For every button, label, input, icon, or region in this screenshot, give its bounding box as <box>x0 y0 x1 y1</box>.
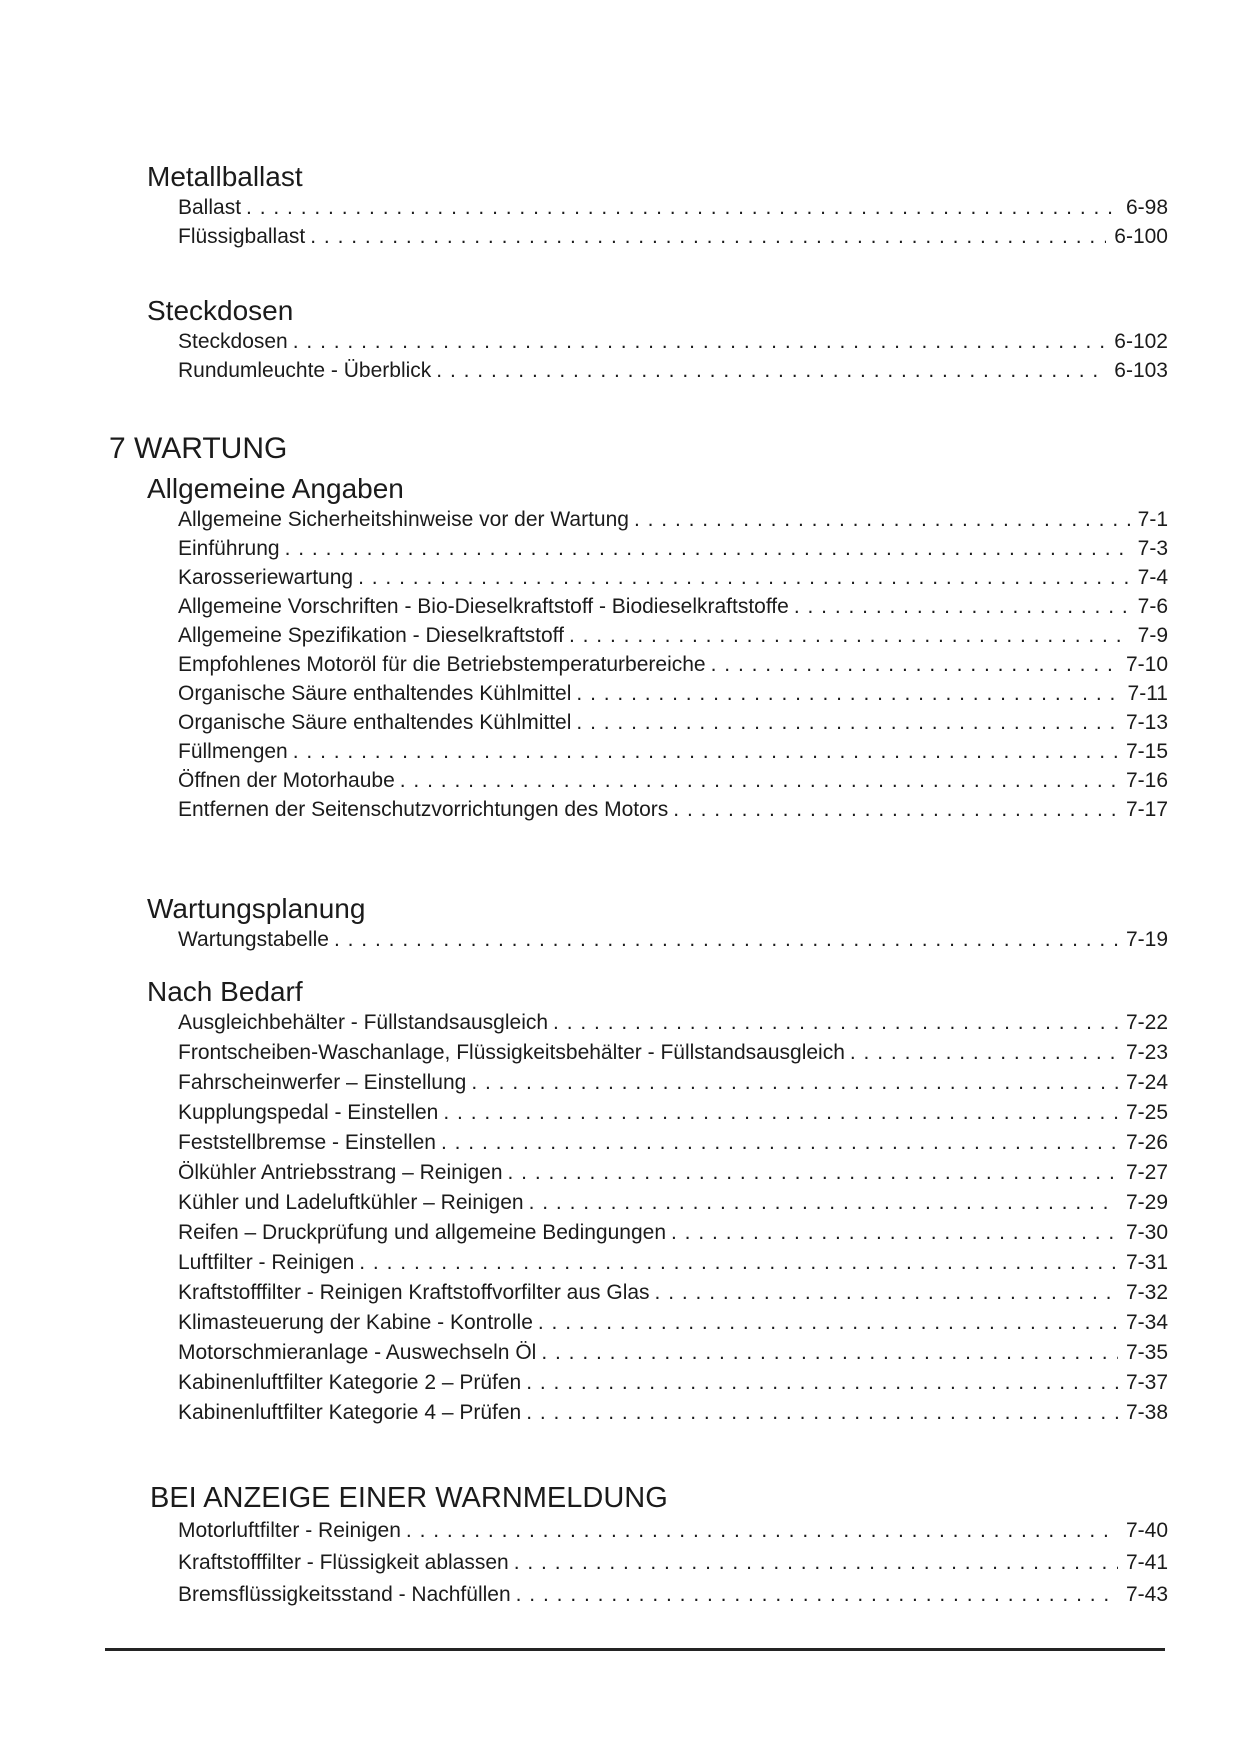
toc-section-allgemeine-angaben <box>0 472 1241 824</box>
toc-entry-page: 7-16 <box>1125 769 1168 792</box>
dot-leader <box>438 1098 1118 1128</box>
dot-leader <box>706 650 1118 679</box>
toc-entry-page: 7-17 <box>1125 798 1168 821</box>
toc-entry-page: 7-37 <box>1125 1371 1168 1394</box>
toc-entry-label: Bremsflüssigkeitsstand - Nachfüllen <box>178 1583 511 1606</box>
toc-entry-list <box>178 327 1168 385</box>
dot-leader <box>395 766 1118 795</box>
dot-leader <box>401 1515 1118 1547</box>
dot-leader <box>533 1308 1118 1338</box>
toc-entry-label: Motorschmieranlage - Auswechseln Öl <box>178 1341 537 1364</box>
toc-entry-page: 7-30 <box>1125 1221 1168 1244</box>
toc-entry-page: 7-26 <box>1125 1131 1168 1154</box>
section-title: Wartungsplanung <box>147 893 366 924</box>
toc-entry-page: 7-31 <box>1125 1251 1168 1274</box>
dot-leader <box>353 563 1130 592</box>
toc-entry <box>178 1579 1168 1611</box>
toc-entry-label: Reifen – Druckprüfung und allgemeine Bedingungen <box>178 1221 667 1244</box>
dot-leader <box>466 1068 1118 1098</box>
dot-leader <box>511 1579 1118 1611</box>
toc-entry-list <box>178 505 1168 824</box>
toc-entry-label: Organische Säure enthaltendes Kühlmittel <box>178 711 572 734</box>
toc-entry-label: Entfernen der Seitenschutzvorrichtungen des Motors <box>178 798 669 821</box>
dot-leader <box>629 505 1130 534</box>
toc-entry <box>178 592 1168 621</box>
toc-section-bei-anzeige-einer-warnmeldung <box>0 1481 1241 1611</box>
toc-entry-page: 7-40 <box>1125 1519 1168 1542</box>
toc-entry-page: 7-15 <box>1125 740 1168 763</box>
toc-entry-page: 7-27 <box>1125 1161 1168 1184</box>
toc-entry-page: 6-102 <box>1114 330 1168 353</box>
toc-entry-label: Kraftstofffilter - Flüssigkeit ablassen <box>178 1551 509 1574</box>
toc-entry-page: 7-41 <box>1125 1551 1168 1574</box>
toc-entry-page: 7-10 <box>1125 653 1168 676</box>
dot-leader <box>521 1368 1118 1398</box>
toc-entry-page: 6-103 <box>1114 359 1168 382</box>
toc-entry-label: Allgemeine Vorschriften - Bio-Dieselkraftstoff - Biodieselkraftstoffe <box>178 595 789 618</box>
toc-entry <box>178 795 1168 824</box>
toc-entry-page: 7-29 <box>1125 1191 1168 1214</box>
toc-entry-label: Feststellbremse - Einstellen <box>178 1131 436 1154</box>
toc-entry <box>178 708 1168 737</box>
toc-section-wartungsplanung <box>0 892 1241 954</box>
toc-entry-page: 7-35 <box>1125 1341 1168 1364</box>
toc-entry-page: 7-1 <box>1137 508 1168 531</box>
toc-entry-label: Öffnen der Motorhaube <box>178 769 395 792</box>
toc-entry-page: 7-32 <box>1125 1281 1168 1304</box>
section-title: Metallballast <box>147 161 303 192</box>
toc-entry <box>178 1098 1168 1128</box>
dot-leader <box>329 925 1118 954</box>
toc-entry <box>178 563 1168 592</box>
toc-entry <box>178 1188 1168 1218</box>
toc-entry-page: 7-24 <box>1125 1071 1168 1094</box>
toc-entry-label: Allgemeine Spezifikation - Dieselkraftstoff <box>178 624 564 647</box>
toc-entry <box>178 766 1168 795</box>
toc-entry-label: Ballast <box>178 196 242 219</box>
toc-entry <box>178 679 1168 708</box>
toc-entry <box>178 1008 1168 1038</box>
dot-leader <box>431 356 1106 385</box>
toc-entry-list <box>178 925 1168 954</box>
toc-entry <box>178 1128 1168 1158</box>
toc-entry-label: Kühler und Ladeluftkühler – Reinigen <box>178 1191 524 1214</box>
section-title: Allgemeine Angaben <box>147 473 404 504</box>
toc-entry-label: Frontscheiben-Waschanlage, Flüssigkeitsbehälter - Füllstandsausgleich <box>178 1041 845 1064</box>
toc-entry <box>178 1368 1168 1398</box>
section-title: Nach Bedarf <box>147 976 303 1007</box>
dot-leader <box>571 708 1118 737</box>
dot-leader <box>305 222 1106 251</box>
toc-entry-label: Klimasteuerung der Kabine - Kontrolle <box>178 1311 533 1334</box>
toc-entry-label: Ölkühler Antriebsstrang – Reinigen <box>178 1161 503 1184</box>
dot-leader <box>650 1278 1118 1308</box>
toc-entry-label: Empfohlenes Motoröl für die Betriebstemperaturbereiche <box>178 653 706 676</box>
dot-leader <box>509 1547 1118 1579</box>
toc-entry-label: Kraftstofffilter - Reinigen Kraftstoffvorfilter aus Glas <box>178 1281 650 1304</box>
toc-entry <box>178 1158 1168 1188</box>
toc-entry-label: Fahrscheinwerfer – Einstellung <box>178 1071 467 1094</box>
toc-entry-page: 7-43 <box>1125 1583 1168 1606</box>
section-title: 7 WARTUNG <box>109 432 288 465</box>
dot-leader <box>845 1038 1118 1068</box>
toc-section-steckdosen <box>0 294 1241 385</box>
dot-leader <box>536 1338 1118 1368</box>
toc-entry-label: Motorluftfilter - Reinigen <box>178 1519 401 1542</box>
toc-entry <box>178 1218 1168 1248</box>
toc-entry-page: 7-13 <box>1125 711 1168 734</box>
dot-leader <box>521 1398 1118 1428</box>
dot-leader <box>280 534 1130 563</box>
toc-entry <box>178 534 1168 563</box>
toc-entry-page: 6-100 <box>1114 225 1168 248</box>
toc-entry-label: Einführung <box>178 537 280 560</box>
toc-entry <box>178 193 1168 222</box>
toc-entry-label: Luftfilter - Reinigen <box>178 1251 355 1274</box>
toc-entry-page: 7-25 <box>1125 1101 1168 1124</box>
toc-entry-label: Organische Säure enthaltendes Kühlmittel <box>178 682 572 705</box>
dot-leader <box>524 1188 1118 1218</box>
toc-entry <box>178 1278 1168 1308</box>
toc-entry <box>178 925 1168 954</box>
dot-leader <box>571 679 1119 708</box>
toc-entry <box>178 1338 1168 1368</box>
toc-entry <box>178 650 1168 679</box>
toc-entry-label: Flüssigballast <box>178 225 306 248</box>
toc-section-7-wartung <box>0 431 1241 467</box>
toc-entry-label: Kabinenluftfilter Kategorie 4 – Prüfen <box>178 1401 522 1424</box>
toc-entry <box>178 1515 1168 1547</box>
toc-entry-list <box>178 193 1168 251</box>
toc-entry-page: 7-4 <box>1137 566 1168 589</box>
toc-entry <box>178 1068 1168 1098</box>
toc-entry-label: Rundumleuchte - Überblick <box>178 359 432 382</box>
dot-leader <box>241 193 1118 222</box>
toc-section-nach-bedarf <box>0 975 1241 1428</box>
toc-entry-list <box>178 1515 1168 1611</box>
toc-entry-label: Füllmengen <box>178 740 288 763</box>
toc-entry <box>178 621 1168 650</box>
dot-leader <box>288 737 1118 766</box>
toc-entry <box>178 356 1168 385</box>
dot-leader <box>668 795 1118 824</box>
dot-leader <box>666 1218 1118 1248</box>
dot-leader <box>436 1128 1118 1158</box>
toc-entry <box>178 222 1168 251</box>
toc-entry-page: 7-38 <box>1125 1401 1168 1424</box>
section-title: BEI ANZEIGE EINER WARNMELDUNG <box>150 1482 668 1514</box>
footer-rule <box>105 1648 1165 1651</box>
toc-entry <box>178 327 1168 356</box>
toc-entry-label: Kupplungspedal - Einstellen <box>178 1101 439 1124</box>
toc-entry <box>178 1248 1168 1278</box>
toc-entry <box>178 737 1168 766</box>
toc <box>0 160 1241 1611</box>
toc-entry-page: 7-23 <box>1125 1041 1168 1064</box>
section-title: Steckdosen <box>147 295 294 326</box>
toc-entry-label: Kabinenluftfilter Kategorie 2 – Prüfen <box>178 1371 522 1394</box>
toc-entry-label: Karosseriewartung <box>178 566 354 589</box>
toc-entry <box>178 1398 1168 1428</box>
toc-entry-page: 7-34 <box>1125 1311 1168 1334</box>
dot-leader <box>354 1248 1118 1278</box>
dot-leader <box>548 1008 1118 1038</box>
dot-leader <box>564 621 1130 650</box>
toc-entry <box>178 1308 1168 1338</box>
toc-entry-page: 6-98 <box>1125 196 1168 219</box>
dot-leader <box>288 327 1107 356</box>
toc-entry-page: 7-9 <box>1137 624 1168 647</box>
toc-entry-label: Allgemeine Sicherheitshinweise vor der Wartung <box>178 508 629 531</box>
toc-entry <box>178 1547 1168 1579</box>
toc-entry-label: Ausgleichbehälter - Füllstandsausgleich <box>178 1011 549 1034</box>
toc-entry-label: Wartungstabelle <box>178 928 329 951</box>
toc-section-metallballast <box>0 160 1241 251</box>
toc-entry-page: 7-19 <box>1125 928 1168 951</box>
dot-leader <box>789 592 1130 621</box>
toc-entry-page: 7-11 <box>1127 682 1168 705</box>
toc-entry-page: 7-6 <box>1137 595 1168 618</box>
toc-entry <box>178 505 1168 534</box>
toc-entry <box>178 1038 1168 1068</box>
toc-entry-page: 7-3 <box>1137 537 1168 560</box>
toc-entry-label: Steckdosen <box>178 330 288 353</box>
dot-leader <box>503 1158 1118 1188</box>
toc-entry-page: 7-22 <box>1125 1011 1168 1034</box>
toc-entry-list <box>178 1008 1168 1428</box>
